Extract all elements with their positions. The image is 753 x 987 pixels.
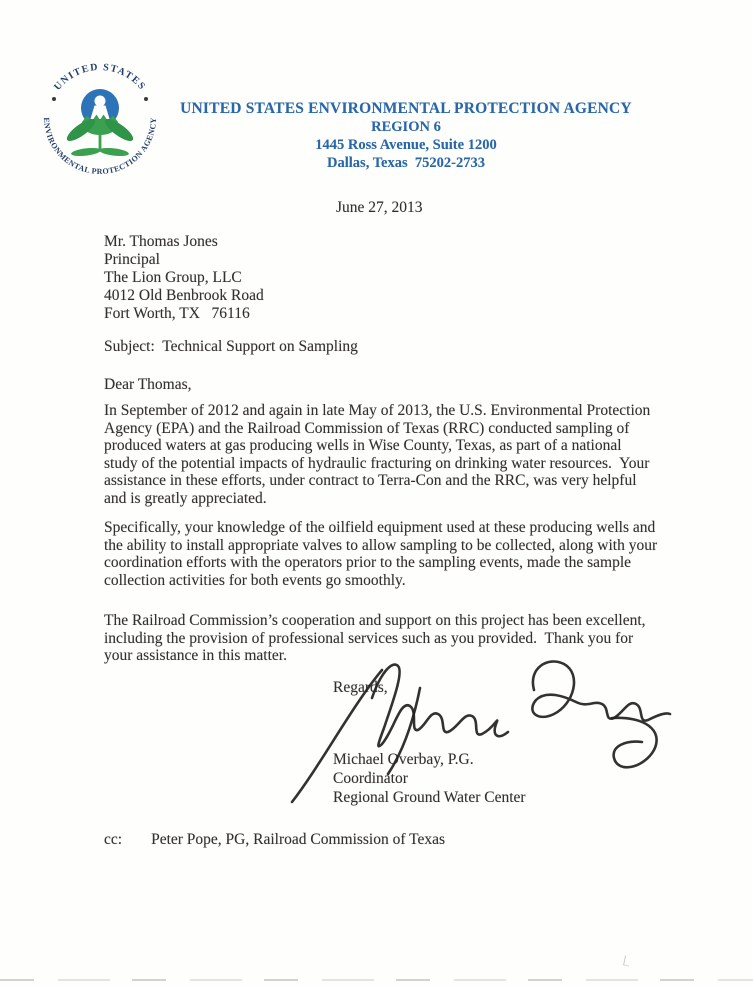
recipient-address-block: [104, 233, 264, 323]
letterhead-region: REGION 6: [371, 119, 441, 135]
logo-dot-right: [144, 97, 148, 101]
body-line: Agency (EPA) and the Railroad Commission of Texas (RRC) conducted sampling of: [104, 419, 630, 437]
scan-artifact-bottom-line: [0, 979, 753, 981]
scan-artifact-speck: [623, 955, 631, 966]
body-line: produced waters at gas producing wells in Wise County, Texas, as part of a national: [104, 437, 622, 455]
epa-seal-logo: [36, 58, 164, 186]
body-line: assistance in these efforts, under contract to Terra-Con and the RRC, was very helpful: [104, 472, 637, 490]
subject-line: Subject: Technical Support on Sampling: [104, 338, 358, 355]
signer-name: Michael Overbay, P.G.: [333, 751, 474, 768]
letterhead: [160, 99, 652, 172]
body-line: your assistance in this matter.: [104, 647, 287, 665]
body-line: In September of 2012 and again in late May of 2013, the U.S. Environmental Protection: [104, 402, 651, 419]
date-line: June 27, 2013: [336, 199, 423, 216]
recipient-title: Principal: [104, 251, 160, 268]
logo-dot-left: [52, 97, 56, 101]
logo-arc-bottom-text: ENVIRONMENTAL PROTECTION AGENCY: [41, 117, 159, 177]
body-line: collection activities for both events go smoothly.: [104, 571, 406, 589]
letterhead-address-line2: Dallas, Texas 75202-2733: [327, 155, 485, 171]
body-line: the ability to install appropriate valves to allow sampling to be collected, along with your: [104, 536, 658, 554]
cc-recipient: Peter Pope, PG, Railroad Commission of Texas: [151, 831, 446, 848]
recipient-company: The Lion Group, LLC: [104, 269, 242, 286]
logo-arc-top-text: UNITED STATES: [52, 61, 148, 93]
signer-office: Regional Ground Water Center: [333, 789, 526, 806]
letterhead-address-line1: 1445 Ross Avenue, Suite 1200: [315, 137, 497, 153]
recipient-street: 4012 Old Benbrook Road: [104, 287, 264, 304]
cc-label: cc:: [104, 831, 123, 848]
body-line: The Railroad Commission’s cooperation and support on this project has been excellent,: [104, 612, 646, 629]
salutation: Dear Thomas,: [104, 376, 192, 393]
body-paragraph-2: [104, 519, 672, 589]
body-line: coordination efforts with the operators prior to the sampling events, made the sample: [104, 554, 632, 572]
body-paragraph-1: [104, 402, 672, 508]
recipient-name: Mr. Thomas Jones: [104, 233, 218, 250]
closing-regards: Regards,: [333, 679, 388, 696]
letterhead-agency-name: UNITED STATES ENVIRONMENTAL PROTECTION AGENCY: [180, 100, 632, 117]
body-line: Specifically, your knowledge of the oilfield equipment used at these producing wells and: [104, 519, 656, 536]
cc-line: [104, 831, 445, 849]
body-line: study of the potential impacts of hydraulic fracturing on drinking water resources. Your: [104, 454, 650, 472]
recipient-city-state-zip: Fort Worth, TX 76116: [104, 305, 250, 322]
signer-title: Coordinator: [333, 770, 408, 787]
body-line: including the provision of professional services such as you provided. Thank you for: [104, 629, 634, 647]
logo-flower-emblem: [64, 89, 136, 157]
body-line: and is greatly appreciated.: [104, 489, 267, 507]
handwritten-signature-icon: [272, 656, 672, 806]
